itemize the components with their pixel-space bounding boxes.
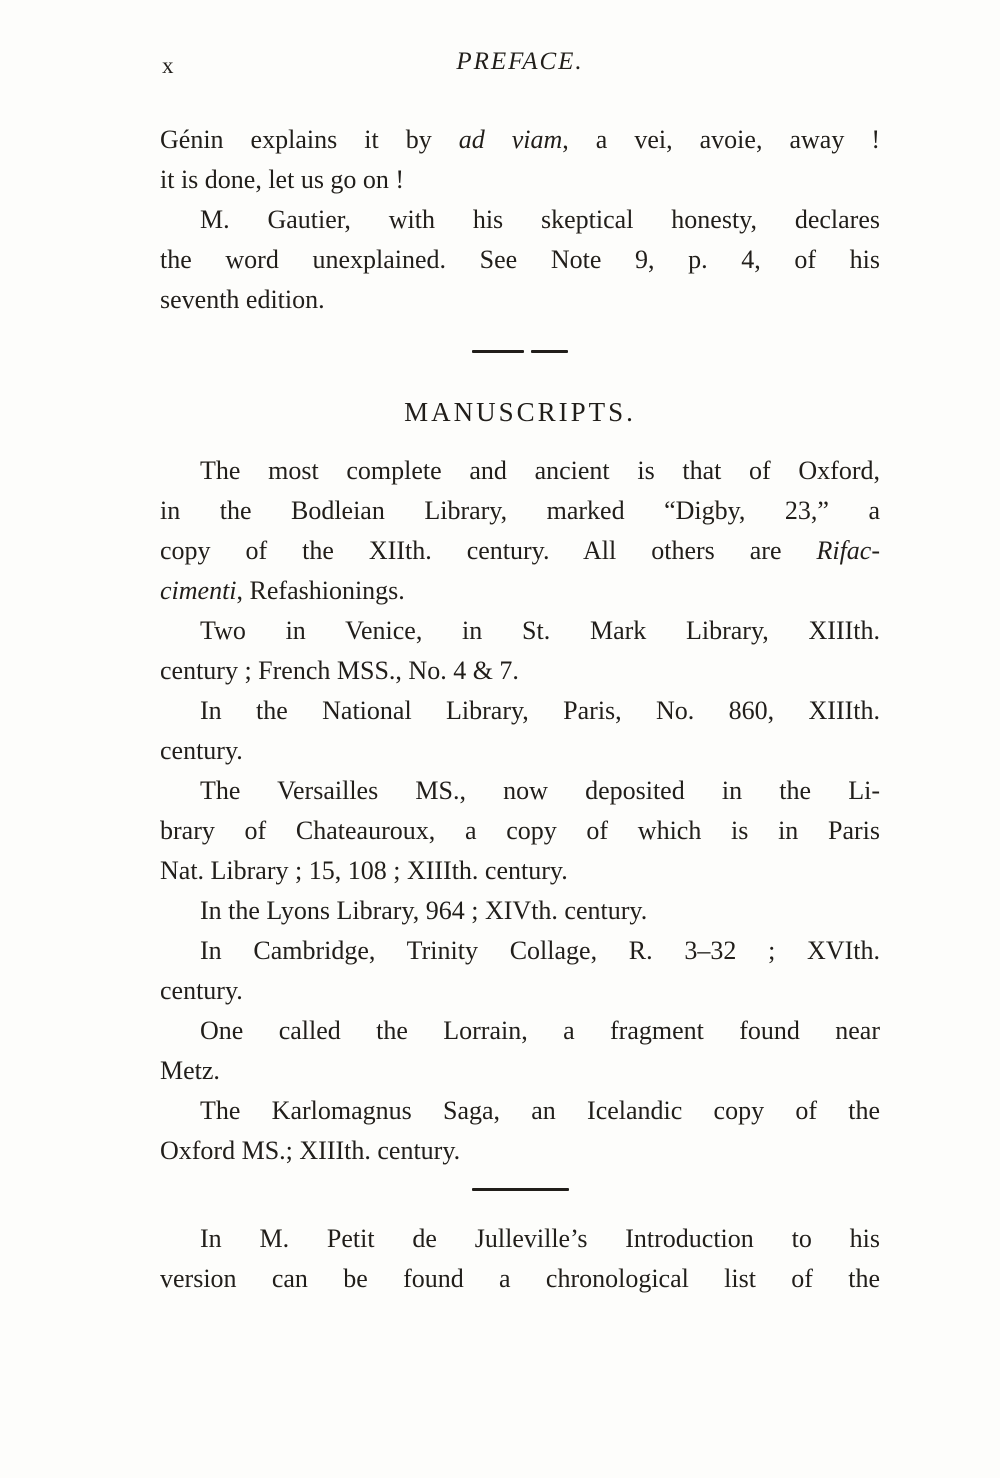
text-line: [160, 240, 880, 280]
text-segment: it is done, let us go on !: [160, 165, 405, 194]
text-line: [160, 1051, 880, 1091]
text-segment: in the Bodleian Library, marked “Digby, 23,” a: [160, 496, 880, 525]
text-segment: the word unexplained. See Note 9, p. 4, of his: [160, 245, 880, 274]
text-segment: Two in Venice, in St. Mark Library, XIIIth.: [200, 616, 880, 645]
text-line: [160, 571, 880, 611]
paragraph: [160, 1011, 880, 1091]
paragraph: [160, 931, 880, 1011]
text-segment: Oxford MS.; XIIIth. century.: [160, 1136, 461, 1165]
paragraph: [160, 120, 880, 200]
text-line: [160, 691, 880, 731]
text-line: [160, 931, 880, 971]
text-segment: One called the Lorrain, a fragment found near: [200, 1016, 880, 1045]
section-divider: [160, 320, 880, 353]
text-line: [160, 531, 880, 571]
section-heading: MANUSCRIPTS.: [404, 397, 636, 427]
text-line: [160, 811, 880, 851]
text-segment: brary of Chateauroux, a copy of which is in Paris: [160, 816, 880, 845]
divider-rule: [472, 1188, 569, 1191]
text-segment: seventh edition.: [160, 285, 325, 314]
text-segment: century.: [160, 736, 243, 765]
paragraph: [160, 1219, 880, 1299]
text-line: [160, 1259, 880, 1299]
text-segment: M. Gautier, with his skeptical honesty, declares: [200, 205, 880, 234]
text-segment: In Cambridge, Trinity Collage, R. 3–32 ; XVIth.: [200, 936, 880, 965]
text-segment: century ; French MSS., No. 4 & 7.: [160, 656, 519, 685]
text-segment: In the Lyons Library, 964 ; XIVth. century.: [200, 896, 648, 925]
text-line: [160, 1091, 880, 1131]
text-segment: , a vei, avoie, away !: [562, 125, 880, 154]
text-line: [160, 451, 880, 491]
text-segment: Génin explains it by: [160, 125, 459, 154]
text-segment: Nat. Library ; 15, 108 ; XIIIth. century.: [160, 856, 568, 885]
text-segment: The Versailles MS., now deposited in the Li-: [200, 776, 880, 805]
text-line: [160, 651, 880, 691]
text-line: [160, 160, 880, 200]
italic-text: Rifac-: [816, 536, 880, 565]
page-body: [160, 120, 880, 1299]
text-line: [160, 891, 880, 931]
text-line: [160, 200, 880, 240]
text-segment: In the National Library, Paris, No. 860, XIIIth.: [200, 696, 880, 725]
text-line: [160, 1011, 880, 1051]
paragraph: [160, 611, 880, 691]
text-line: [160, 280, 880, 320]
paragraph: [160, 691, 880, 771]
text-segment: Metz.: [160, 1056, 220, 1085]
text-line: [160, 120, 880, 160]
text-segment: century.: [160, 976, 243, 1005]
paragraph: [160, 1091, 880, 1171]
text-segment: , Refashionings.: [236, 576, 405, 605]
text-line: [160, 1219, 880, 1259]
running-title: PREFACE.: [456, 48, 584, 75]
page-header: [160, 48, 880, 84]
text-segment: The Karlomagnus Saga, an Icelandic copy of the: [200, 1096, 880, 1125]
text-segment: The most complete and ancient is that of Oxford,: [200, 456, 880, 485]
page-number: x: [162, 53, 175, 78]
text-line: [160, 1131, 880, 1171]
text-line: [160, 491, 880, 531]
divider-rule: [472, 350, 524, 353]
paragraph: [160, 200, 880, 320]
text-segment: copy of the XIIth. century. All others are: [160, 536, 817, 565]
italic-text: ad viam: [458, 125, 563, 154]
text-line: [160, 971, 880, 1011]
paragraph: [160, 771, 880, 891]
paragraph: [160, 891, 880, 931]
section-divider: [160, 1171, 880, 1219]
text-line: [160, 731, 880, 771]
text-line: [160, 771, 880, 811]
text-segment: version can be found a chronological list of the: [160, 1264, 880, 1293]
text-segment: In M. Petit de Julleville’s Introduction to his: [200, 1224, 880, 1253]
text-line: [160, 851, 880, 891]
text-line: [160, 611, 880, 651]
paragraph: [160, 451, 880, 611]
italic-text: cimenti: [160, 576, 237, 605]
divider-rule: [531, 350, 568, 353]
